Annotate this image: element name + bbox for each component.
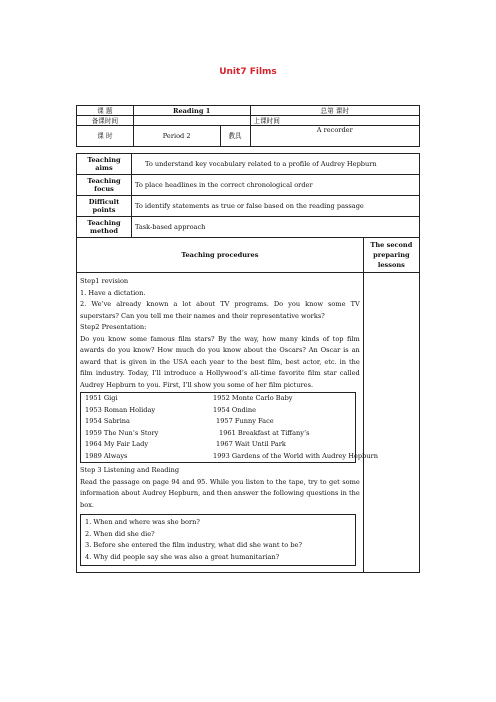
film-list-box (80, 392, 378, 463)
second-preparing-cell (363, 273, 419, 573)
focus-label: Teaching focus (77, 175, 132, 196)
prep-time-label: 备课时间 (77, 116, 134, 126)
total-lessons-label: 总第 课时 (250, 106, 420, 116)
film-entry: 1951 Gigi (85, 394, 118, 402)
aids-label: 教具 (220, 126, 250, 147)
step3-text: Read the passage on page 94 and 95. While you listen to the tape, try to get some information about Audrey Hepburn, and then answer the following questions in the box. (80, 477, 360, 509)
question-item: 3. Before she entered the film industry, what did she want to be? (85, 541, 302, 549)
film-row (85, 439, 351, 451)
film-entry: 1967 Wait Until Park (216, 440, 286, 448)
film-entry: 1952 Monte Carlo Baby (213, 394, 293, 402)
step2-heading: Step2 Presentation: (80, 323, 147, 331)
difficult-label: Difficult points (77, 196, 132, 217)
topic-label: 课 题 (77, 106, 134, 116)
aims-label: Teaching aims (77, 154, 132, 175)
plan-table (76, 153, 420, 573)
procedures-heading: Teaching procedures (77, 238, 364, 273)
class-time-label: 上课时间 (250, 116, 420, 126)
film-entry: 1961 Breakfast at Tiffany’s (219, 428, 310, 437)
step2-text: Do you know some famous film stars? By the way, how many kinds of top film awards do you know? How much do you know about the Oscars? An Oscar is an award that is given in the USA each year to the best film, best actor, etc. in the film industry. Today, I’ll introduce a Hollywood’s all-time favorite film star called Audrey Hepburn to you. First, I’ll show you some of her film pictures. (80, 334, 360, 389)
aims-value: To understand key vocabulary related to a profile of Audrey Hepburn (131, 154, 419, 175)
step1-item-1: 1. Have a dictation. (80, 288, 146, 297)
film-entry: 1954 Ondine (213, 405, 257, 414)
question-item: 4. Why did people say she was also a great humanitarian? (85, 552, 280, 561)
film-entry: 1993 Gardens of the World with Audrey Hepburn (213, 451, 378, 460)
period-value: Period 2 (133, 126, 220, 147)
method-value: Task-based approach (131, 217, 419, 238)
film-entry: 1989 Always (85, 451, 128, 460)
step3-heading: Step 3 Listening and Reading (80, 466, 180, 474)
second-preparing-label: The second preparing lessons (363, 238, 419, 273)
question-item: 2. When did she die? (85, 529, 155, 538)
topic-value: Reading 1 (133, 106, 250, 116)
film-entry: 1957 Funny Face (216, 417, 274, 425)
period-label: 课 时 (77, 126, 134, 147)
header-table (76, 105, 420, 147)
difficult-value: To identify statements as true or false based on the reading passage (131, 196, 419, 217)
document-title: Unit7 Films (219, 67, 277, 77)
focus-value: To place headlines in the correct chronological order (131, 175, 419, 196)
film-entry: 1954 Sabrina (85, 417, 130, 425)
film-row (85, 416, 351, 428)
prep-time-value (133, 116, 250, 126)
procedures-body (77, 273, 378, 573)
film-row (85, 451, 351, 463)
film-row (85, 428, 351, 440)
questions-box (80, 514, 356, 566)
film-entry: 1959 The Nun’s Story (85, 428, 159, 437)
film-row (85, 393, 351, 405)
aids-value: A recorder (250, 126, 420, 147)
step1-item-2: 2. We’ve already known a lot about TV programs. Do you know some TV superstars? Can you tell me their names and their representative works? (80, 300, 360, 320)
question-item: 1. When and where was she born? (85, 518, 200, 526)
film-row (85, 405, 351, 417)
step1-heading: Step1 revision (80, 277, 129, 285)
method-label: Teaching method (77, 217, 132, 238)
film-entry: 1964 My Fair Lady (85, 440, 149, 448)
film-entry: 1953 Roman Holiday (85, 405, 156, 414)
film-list (85, 393, 378, 462)
